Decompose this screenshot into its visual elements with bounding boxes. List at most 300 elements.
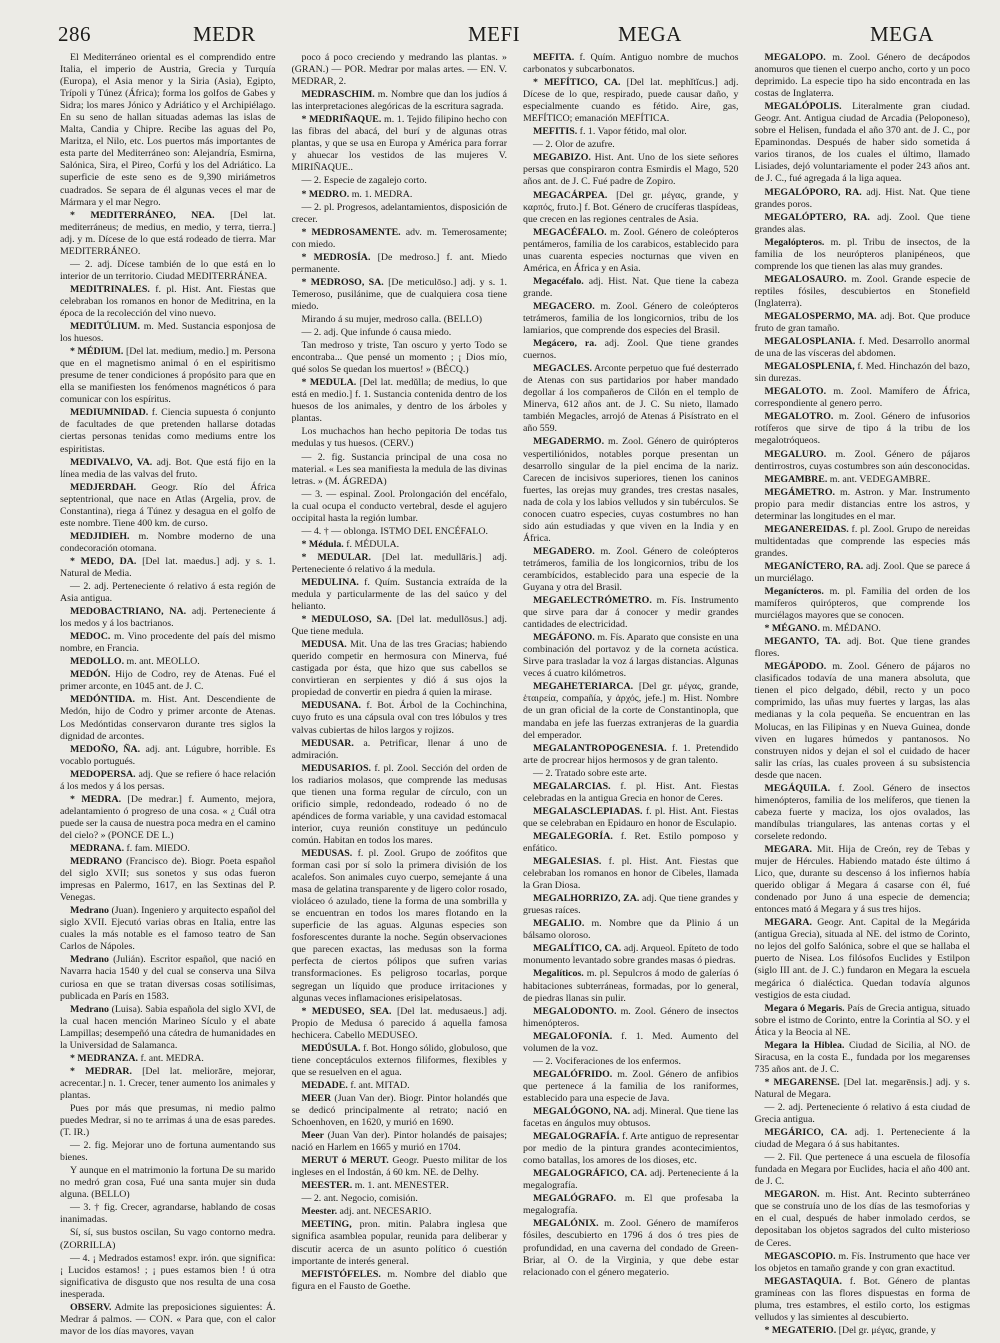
entry-headword: MEDUSANA. xyxy=(301,700,362,712)
entry-headword: MEGACÉFALO. xyxy=(533,226,607,238)
dictionary-entry xyxy=(292,738,508,762)
entry-text: a. Petrificar, llenar á uno de admiración. xyxy=(291,737,507,761)
entry-headword: MEDOLLO. xyxy=(70,656,125,668)
dictionary-entry xyxy=(60,1103,276,1139)
entry-headword: * MEDO, DA. xyxy=(70,555,137,567)
entry-text: m. ant. MEOLLO. xyxy=(126,656,200,668)
entry-text: f. Bot. Árbol de la Cochinchina, cuyo fruto es una cápsula oval con tres lóbulos y tres valvas cubiertas de hilos largos y rojizos. xyxy=(291,700,507,736)
entry-headword: MEGANTO, TA. xyxy=(764,636,841,648)
dictionary-entry xyxy=(755,561,971,585)
entry-text: m. Astron. y Mar. Instrumento propio para medir distancias entre los astros, y determinar las longitudes en el mar. xyxy=(754,486,970,522)
dictionary-entry xyxy=(60,1202,276,1226)
entry-headword: MEGALOSPERMO, MA. xyxy=(764,310,877,322)
column-2 xyxy=(292,52,508,1335)
dictionary-entry xyxy=(523,52,739,76)
entry-headword: * MEDULOSO, SA. xyxy=(301,614,392,626)
dictionary-entry xyxy=(755,1152,971,1188)
dictionary-entry xyxy=(60,1066,276,1102)
entry-text: m. Zool. Mamífero de África, correspondiente al genero perro. xyxy=(754,386,970,410)
dictionary-entry xyxy=(523,139,739,151)
guide-word: MEDR xyxy=(193,22,256,46)
dictionary-entry xyxy=(292,327,508,339)
entry-text: (Juan). Ingeniero y arquitecto español del siglo XVII. Ejecutó varias obras en Italia, entre las cuales la más notable es el famoso teatro de San Carlos de Nápoles. xyxy=(60,905,276,953)
entry-text: m. MÉDANO. xyxy=(822,623,881,635)
entry-text: El Mediterráneo oriental es el comprendido entre Italia, el imperio de Austria, Grecia y Turquía (Europa), el Asia menor y la Siria (Asia), Egipto, Trípoli y Túnez (África); forma los golfos de Gabes y Sidra; los mares Jónico y Adriático y el Archipiélago. En su seno de hallan situadas ademas las islas de Malta, Candia y Chipre. Recibe las aguas del Po, Maritza, el Nilo, etc. Los puertos más importantes de esta parte del Mediterráneo son: Alejandría, Esmirna, Salónica, Sira, el Pireo, Corfú y los del Adriático. La superficie de este seno es de 9,390 miriámetros cuadrados. Se separa de él algunas veces el mar de Mármara y el mar Negro. xyxy=(60,52,276,208)
guide-word: MEGA xyxy=(618,22,682,46)
entry-headword: MEDOPERSA. xyxy=(70,768,136,780)
dictionary-entry xyxy=(523,1069,739,1105)
entry-headword: MEGALARCIAS. xyxy=(533,780,611,792)
dictionary-entry xyxy=(292,89,508,113)
entry-text: adj. 1. Perteneciente á la ciudad de Megara ó á sus habitantes. xyxy=(754,1127,970,1151)
dictionary-entry xyxy=(523,190,739,226)
entry-text: Hist. Ant. Uno de los siete señores persas que conspiraron contra Esmirdis el Mago, 520 años ant. de J. C. Fué padre de Zopiro. xyxy=(523,152,739,188)
entry-text: adj. Hist. Nat. Que tiene la cabeza grande. xyxy=(523,275,739,299)
dictionary-entry xyxy=(292,340,508,376)
entry-headword: Meer xyxy=(301,1130,324,1142)
entry-headword: Megara ó Megaris. xyxy=(764,1002,845,1014)
entry-text: Literalmente gran ciudad. Geogr. Ant. Antigua ciudad de Arcadia (Peloponeso), sobre el Helisen, fundada el año 370 ant. de J. C., por Epaminondas. Después de haber sido sometida á varios tiranos, de los cuales el último, llamado Lisiades, dejó voluntariamente el poder 243 años ant. de J. C., fué agregada á la liga aquea. xyxy=(754,101,970,185)
dictionary-entry xyxy=(292,1080,508,1092)
entry-text: (Luisa). Sabia española del siglo XVI, de la cual hacen mención Marineo Sículo y el abate Lampillas; desempeñó una cátedra de humanidades en la Universidad de Salamanca. xyxy=(60,1003,276,1051)
entry-headword: * MEGATERIO. xyxy=(764,1324,837,1335)
dictionary-entry xyxy=(523,1168,739,1192)
dictionary-entry xyxy=(292,52,508,88)
entry-text: m. Zool. Género de decápodos anomuros que tienen el cuerpo ancho, corto y un poco deprimido. La especie tipo ha sido encontrada en las costas de Inglaterra. xyxy=(754,52,970,100)
entry-headword: MEGANEREIDAS. xyxy=(764,523,849,535)
entry-headword: MEGALÓFRIDO. xyxy=(533,1068,613,1080)
dictionary-entry xyxy=(523,943,739,967)
entry-text: — 2. Vociferaciones de los enfermos. xyxy=(533,1055,681,1067)
dictionary-entry xyxy=(755,487,971,523)
entry-headword: MERUT ó MERUT. xyxy=(301,1155,389,1167)
dictionary-entry xyxy=(523,781,739,805)
entry-text: adj. Perteneciente á los medos y á los bactrianos. xyxy=(60,606,276,630)
entry-headword: MEGASTAQUIA. xyxy=(764,1275,842,1287)
entry-text: f. fam. MIEDO. xyxy=(126,843,190,854)
dictionary-entry xyxy=(523,918,739,942)
entry-text: m. pl. Familia del orden de los mamíferos quirópteros, que comprende los murciélagos mayores que se conocen. xyxy=(754,586,970,622)
entry-headword: * MEDRIÑAQUE. xyxy=(301,114,382,126)
dictionary-entry xyxy=(292,639,508,699)
dictionary-entry xyxy=(292,1180,508,1192)
dictionary-entry xyxy=(523,968,739,1004)
dictionary-entry xyxy=(292,1269,508,1293)
entry-headword: MEDUSARIOS. xyxy=(301,762,371,774)
dictionary-entry xyxy=(755,661,971,781)
dictionary-entry xyxy=(60,52,276,209)
entry-headword: MEGALANTROPOGENESIA. xyxy=(533,742,667,754)
entry-text: m. 1. MEDRA. xyxy=(351,188,413,200)
dictionary-entry xyxy=(60,843,276,855)
entry-text: m. Nombre moderno de una condecoración otomana. xyxy=(60,530,276,554)
entry-text: — 2. Fil. Que pertenece á una escuela de filosofía fundada en Megara por Euclides, hacia el año 400 ant. de J. C. xyxy=(754,1152,970,1188)
entry-text: [Del lat. megarēnsis.] adj. y s. Natural de Megara. xyxy=(754,1076,970,1100)
entry-headword: * MÉGANO. xyxy=(764,623,820,635)
dictionary-entry xyxy=(755,101,971,185)
entry-text: m. Zool. Género de insectos himenópteros. xyxy=(523,1005,739,1029)
entry-text: m. Zool. Género de coleópteros tetrámeros, familia de los longicornios, tribu de los lamiarios, que comprende dos especies del Brasil. xyxy=(523,300,739,337)
dictionary-entry xyxy=(523,1218,739,1278)
entry-headword: MEESTER. xyxy=(301,1180,353,1192)
dictionary-entry xyxy=(292,227,508,251)
entry-text: f. pl. Zool. Grupo de nereidas multidentadas que comprende las especies más grandes. xyxy=(754,523,970,559)
entry-headword: MEGALÓPTERO, RA. xyxy=(764,211,870,223)
dictionary-entry xyxy=(60,321,276,345)
entry-text: m. Zool. Género de pájaros dentirrostros, cuyas costumbres son aún desconocidas. xyxy=(754,448,970,472)
entry-headword: MEGAMBRE. xyxy=(764,473,828,485)
entry-text: — 2. fig. Sustancia principal de una cosa no material. « Les sea manifiesta la medula de las divinas letras. » (M. ÁGREDA) xyxy=(291,451,507,487)
dictionary-entry xyxy=(523,301,739,337)
entry-text: [De medroso.] f. ant. Miedo permanente. xyxy=(291,251,507,275)
entry-headword: MEGALOTO. xyxy=(764,386,827,398)
dictionary-entry xyxy=(755,411,971,447)
entry-headword: MEDADE. xyxy=(301,1079,348,1091)
entry-text: [Del lat. mephĭtĭcus.] adj. Dícese de lo que, respirado, puede causar daño, y especialmente cuando es fétido. Aire, gas, MEFÍTICO; emanación MEFÍTICA. xyxy=(523,77,739,125)
entry-text: f. Quím. Antiguo nombre de muchos carbonatos y subcarbonatos. xyxy=(523,52,739,76)
dictionary-entry xyxy=(755,1003,971,1039)
dictionary-entry xyxy=(60,794,276,842)
column-1 xyxy=(60,52,276,1335)
entry-headword: MEDUSAS. xyxy=(301,848,353,859)
entry-text: f. Med. Desarrollo anormal de una de las vísceras del abdomen. xyxy=(754,336,970,360)
entry-text: f. pl. Hist. Ant. Fiestas celebradas en la antigua Grecia en honor de Ceres. xyxy=(523,780,739,804)
dictionary-entry xyxy=(523,1193,739,1217)
entry-headword: MEDOBACTRIANO, NA. xyxy=(70,606,187,618)
entry-text: — 4. † — oblonga. ISTMO DEL ENCÉFALO. xyxy=(301,525,489,537)
dictionary-entry xyxy=(60,1253,276,1301)
entry-headword: MEGALÓGONO, NA. xyxy=(533,1105,631,1117)
dictionary-entry xyxy=(60,407,276,455)
dictionary-entry xyxy=(755,623,971,635)
dictionary-entry xyxy=(60,346,276,406)
entry-headword: MEFITA. xyxy=(533,52,575,63)
entry-text: adj. Perteneciente á la megalografía. xyxy=(523,1168,739,1192)
dictionary-entry xyxy=(292,252,508,276)
entry-headword: * MEGARENSE. xyxy=(764,1076,840,1088)
dictionary-entry xyxy=(60,606,276,630)
entry-text: [De meticulōso.] adj. y s. 1. Temeroso, pusilánime, que de cualquiera cosa tiene miedo. xyxy=(291,276,507,312)
entry-text: [Del lat. medusaeus.] adj. Propio de Medusa ó parecido á aquella famosa hechicera. Cabello MEDUSEO. xyxy=(291,1005,507,1041)
dictionary-entry xyxy=(523,893,739,917)
entry-headword: * Médula. xyxy=(301,538,344,550)
entry-text: m. Nombre del diablo que figura en el Fausto de Goethe. xyxy=(291,1268,507,1292)
entry-headword: MEGALÍTICO, CA. xyxy=(533,943,622,955)
entry-headword: MEGACERO. xyxy=(533,300,595,312)
dictionary-entry xyxy=(755,361,971,385)
entry-headword: MEGALOPO. xyxy=(764,52,826,63)
entry-text: [Del lat. medium, medio.] m. Persona que en el magnetismo animal ó en el espiritismo presume de tener condiciones á propósito para que en ella se manifiesten los fenómenos magnéticos ó para comunicar con los espíritus. xyxy=(60,346,276,406)
dictionary-entry xyxy=(523,768,739,780)
column-4 xyxy=(755,52,971,1335)
dictionary-entry xyxy=(292,314,508,326)
entry-text: f. 1. Vapor fétido, mal olor. xyxy=(579,126,687,138)
dictionary-entry xyxy=(292,552,508,576)
entry-headword: * MEDROSÍA. xyxy=(301,251,371,263)
dictionary-entry xyxy=(292,489,508,525)
entry-text: Ciudad de Sicilia, al NO. de Siracusa, en la costa E., fundada por los megarenses 735 años ant. de J. C. xyxy=(754,1039,970,1075)
dictionary-entry xyxy=(292,1043,508,1079)
entry-text: Mit. Hija de Creón, rey de Tebas y mujer de Hércules. Habiendo matado éste último á Lico, que, durante su descenso á los infiernos había querido obligar á Megara á casarse con él, fué condenado por Juno á una especie de demencia; entonces mató á Megara y á sus tres hijos. xyxy=(754,844,970,916)
entry-text: — 2. adj. Perteneciente ó relativo á esta región de Asia antigua. xyxy=(60,581,276,605)
dictionary-entry xyxy=(60,856,276,904)
entry-headword: MEGALOTRO. xyxy=(764,411,834,423)
entry-headword: MEDUSA. xyxy=(301,639,347,651)
entry-text: f. Ret. Estilo pomposo y enfático. xyxy=(523,830,739,854)
entry-text: adj. Zool. Que tiene grandes cuernos. xyxy=(523,338,739,362)
dictionary-entry xyxy=(755,783,971,843)
dictionary-entry xyxy=(60,694,276,742)
entry-headword: * MEDUSEO, SEA. xyxy=(301,1005,392,1017)
dictionary-entry xyxy=(292,577,508,613)
entry-text: m. Nombre que da Plinio á un bálsamo oloroso. xyxy=(523,918,739,942)
entry-text: f. pl. Zool. Sección del orden de los radiarios molasos, que comprende las medusas que tienen una forma regular de círculo, con un orificio simple, redondeado, rodeado ó no de apéndices de forma variable, y una cavidad estomacal interior, cuya reunión constituye un pedúnculo común. Habitan en todos los mares. xyxy=(291,762,507,846)
dictionary-entry xyxy=(292,189,508,201)
entry-headword: Megacéfalo. xyxy=(533,275,584,287)
entry-text: Pues por más que presumas, ni medio palmo puedes Medrar, si no te arrimas á una de esas paredes. (T. IR.) xyxy=(60,1102,276,1139)
column-3 xyxy=(523,52,739,1335)
entry-headword: MEETING, xyxy=(301,1219,352,1231)
entry-headword: MEDÓN. xyxy=(70,669,111,681)
entry-headword: MEGANÍCTERO, RA. xyxy=(764,560,864,572)
entry-headword: Megalíticos. xyxy=(533,968,584,980)
entry-headword: Medrano xyxy=(70,954,109,966)
entry-text: — 2. ant. Negocio, comisión. xyxy=(301,1193,418,1205)
entry-headword: * MEDULA. xyxy=(301,377,357,389)
entry-headword: MEDIUMNIDAD. xyxy=(70,407,149,419)
entry-text: m. Zool. Género de infusorios rotíferos que sirve de tipo á la tribu de los megalotróqueos. xyxy=(754,411,970,447)
entry-text: f. Quím. Sustancia extraída de la medula y particularmente de las del saúco y del helianto. xyxy=(291,576,507,613)
dictionary-entry xyxy=(755,1077,971,1101)
entry-headword: MEGASCOPIO. xyxy=(764,1250,836,1262)
entry-text: — 4. ¡ Medrados estamos! expr. irón. que significa: ¡ Lucidos estamos! ; ¡ pues estamos bien ! ú otra significativa de disgusto que nos resulta de una cosa inesperada. xyxy=(60,1252,276,1300)
entry-text: f. Zool. Género de insectos himenópteros, familia de los melíferos, que tienen la cabeza fuerte y maciza, los ojos ovalados, las mandíbulas triangulares, las antenas cortas y el corselete redondo. xyxy=(754,782,970,842)
dictionary-entry xyxy=(292,452,508,488)
entry-headword: MEGARA. xyxy=(764,917,812,929)
entry-text: f. MÉDULA. xyxy=(346,538,400,550)
entry-text: adj. Bot. Que produce fruto de gran tamaño. xyxy=(754,310,970,335)
dictionary-entry xyxy=(755,1127,971,1151)
entry-headword: MEGARON. xyxy=(764,1189,820,1201)
entry-headword: Meganícteros. xyxy=(764,586,824,598)
entry-headword: MEGALÓNIX. xyxy=(533,1218,599,1230)
entry-text: — 2. pl. Progresos, adelantamientos, disposición de crecer. xyxy=(291,201,507,225)
dictionary-entry xyxy=(755,187,971,211)
dictionary-entry xyxy=(292,1006,508,1042)
dictionary-entry xyxy=(523,126,739,138)
dictionary-entry xyxy=(60,1053,276,1065)
entry-headword: * MEDRO. xyxy=(301,188,350,200)
dictionary-entry xyxy=(60,769,276,793)
entry-text: Hijo de Codro, rey de Atenas. Fué el primer arconte, en 1045 ant. de J. C. xyxy=(60,669,276,693)
dictionary-entry xyxy=(60,1165,276,1201)
dictionary-entry xyxy=(60,1004,276,1052)
entry-text: adj. ant. NECESARIO. xyxy=(339,1206,432,1218)
dictionary-entry xyxy=(60,1140,276,1164)
entry-text: f. ant. MITAD. xyxy=(350,1079,410,1091)
entry-text: [Del gr. μέγας, grande, y καρπός, fruto.] f. Bot. Género de crucíferas tlaspídeas, que crecen en las regiones centrales de Asia. xyxy=(523,189,739,225)
dictionary-entry xyxy=(60,284,276,320)
entry-headword: OBSERV. xyxy=(70,1301,112,1313)
entry-text: [Del gr. μέγας, grande, y xyxy=(838,1324,936,1335)
entry-text: adj. Arqueol. Epíteto de todo monumento levantado sobre grandes masas ó piedras. xyxy=(523,943,739,967)
entry-text: m. Zool. Género de coleópteros tetrámeros, familia de los longicornios, tribu de los cerambícidos, establecido para una especie de la Guyana y otra del Brasil. xyxy=(523,545,739,594)
entry-headword: MEGALOGRAFÍA. xyxy=(533,1131,620,1143)
dictionary-entry xyxy=(523,338,739,362)
entry-headword: MEGÁMETRO. xyxy=(764,486,835,498)
entry-text: f. Arte antiguo de representar por medio de la pintura grandes acontecimientos, como batallas, los amores de los dioses, etc. xyxy=(523,1131,739,1167)
entry-headword: Megara la Hiblea. xyxy=(764,1039,845,1051)
entry-headword: MEDITRINALES. xyxy=(70,283,150,295)
dictionary-entry xyxy=(523,152,739,188)
dictionary-entry xyxy=(523,831,739,855)
entry-headword: MEGABIZO. xyxy=(533,152,591,164)
entry-text: m. pl. Tribu de insectos, de la familia de los neurópteros planipéneos, que comprende los que tienen las alas muy grandes. xyxy=(754,236,970,272)
entry-text: adj. Zool. Que tiene grandes alas. xyxy=(754,211,970,235)
dictionary-entry xyxy=(292,175,508,187)
entry-headword: Medrano xyxy=(70,905,109,917)
dictionary-entry xyxy=(755,386,971,410)
entry-text: Admite las preposiciones siguientes: Á. Medrar á palmos. — CON. « Para que, con el calor mayor de los días mayores, vayan xyxy=(60,1301,276,1335)
entry-headword: * MEFÍTICO, CA. xyxy=(533,77,621,89)
entry-headword: * MEDRA. xyxy=(70,793,122,805)
entry-text: adv. m. Temerosamente; con miedo. xyxy=(291,226,507,250)
dictionary-entry xyxy=(755,1251,971,1275)
entry-text: f. ant. MEDRA. xyxy=(140,1052,204,1064)
dictionary-entry xyxy=(60,669,276,693)
dictionary-entry xyxy=(523,681,739,741)
entry-text: adj. Bot. Que tiene grandes flores. xyxy=(754,636,970,660)
dictionary-entry xyxy=(755,449,971,473)
entry-headword: MEDÚSULA. xyxy=(301,1042,361,1054)
dictionary-entry xyxy=(60,1227,276,1251)
dictionary-entry xyxy=(755,311,971,335)
dictionary-entry xyxy=(292,1206,508,1218)
dictionary-entry xyxy=(60,656,276,668)
entry-text: pron. mitin. Palabra inglesa que significa asamblea popular, reunida para deliberar y discutir acerca de un asunto político ó cuestión importante de interés general. xyxy=(291,1219,507,1267)
entry-text: — 2. adj. Que infunde ó causa miedo. xyxy=(301,327,452,339)
entry-text: m. 1. ant. MENESTER. xyxy=(354,1180,449,1192)
entry-text: [Del gr. μέγας, grande, ἑταιρεία, compañía, y ἀρχός, jefe.] m. Hist. Nombre de un gran oficial de la corte de Constantinopla, que mandaba en jefe las fuerzas extranjeras de la guardia del emperador. xyxy=(523,681,739,741)
entry-headword: MEGALASCLEPIADAS. xyxy=(533,805,643,817)
dictionary-entry xyxy=(60,259,276,283)
entry-headword: MEDRANA. xyxy=(70,843,125,854)
entry-headword: * MEDRANZA. xyxy=(70,1052,139,1064)
text-columns xyxy=(60,52,970,1335)
entry-text: Mit. Una de las tres Gracias; habiendo querido competir en hermosura con Minerva, fué castigada por ésta, que hizo que sus cabellos se convirtieran en serpientes y dió á sus ojos la propiedad de convertir en piedra á quien la mirase. xyxy=(291,639,507,699)
entry-text: f. Bot. Hongo sólido, globuloso, que tiene conceptáculos externos filiformes, flexibles y que se resuelven en el agua. xyxy=(291,1042,507,1078)
entry-headword: * MEDITERRÁNEO, NEA. xyxy=(70,209,215,221)
entry-headword: Meester. xyxy=(301,1206,338,1218)
entry-text: m. Fís. Instrumento que sirve para dar á conocer y medir grandes cantidades de electricidad. xyxy=(523,595,739,631)
entry-headword: MEGALOGRÁFICO, CA. xyxy=(533,1168,647,1180)
entry-headword: Megalópteros. xyxy=(764,236,825,248)
entry-text: [Del lat. mediterráneus; de medius, en medio, y terra, tierra.] adj. y m. Dícese de lo que está rodeado de tierra. Mar MEDITERRÁNEO. xyxy=(60,209,276,257)
dictionary-entry xyxy=(60,581,276,605)
dictionary-entry xyxy=(755,1276,971,1324)
dictionary-entry xyxy=(755,1189,971,1249)
dictionary-entry xyxy=(60,457,276,481)
entry-headword: MEGALESIAS. xyxy=(533,856,602,868)
entry-text: adj. Hist. Nat. Que tiene grandes poros. xyxy=(754,186,970,210)
entry-headword: MEGALEGORÍA. xyxy=(533,830,613,842)
entry-text: m. Zool. Género de coleópteros pentámeros, familia de los carabicos, establecido para unas cuarenta especies nocturnas que viven en América, en África y en Asia. xyxy=(523,226,739,274)
dictionary-entry xyxy=(755,237,971,273)
entry-text: Mirando á su mujer, medroso calla. (BELLO) xyxy=(301,313,483,325)
dictionary-entry xyxy=(292,1093,508,1129)
entry-text: m. 1. Tejido filipino hecho con las fibras del abacá, del burí y de algunas otras plantas, y que se usa en Europa y América para forrar y ahuecar los vestidos de las mujeres V. MIRIÑAQUE.. xyxy=(291,114,507,174)
entry-headword: MEDOC. xyxy=(70,631,111,643)
dictionary-entry xyxy=(755,52,971,100)
dictionary-entry xyxy=(755,524,971,560)
entry-text: adj. Que tiene grandes y gruesas raíces. xyxy=(523,893,739,917)
dictionary-entry xyxy=(755,212,971,236)
entry-headword: MEGACÁRPEA. xyxy=(533,189,608,201)
entry-text: [Del lat. medŭlla; de medius, lo que está en medio.] f. 1. Sustancia contenida dentro de los huesos de los animales, y dentro de los árboles y plantas. xyxy=(291,377,507,425)
dictionary-entry xyxy=(292,377,508,425)
entry-text: f. Ciencia supuesta ó conjunto de facultades de que pretenden hallarse dotadas ciertas personas tenidas como mediums entre los espiritistas. xyxy=(60,407,276,455)
entry-text: — 3. — espinal. Zool. Prolongación del encéfalo, la cual ocupa el conducto vertebral, desde el agujero occipital hasta la región lumbar. xyxy=(291,488,507,524)
dictionary-entry xyxy=(292,526,508,538)
entry-text: m. Zool. Género de mamíferos fósiles, descubierto en 1796 á dos ó tres pies de profundidad, en una caverna del condado de Green-Briar, al O. de la Virginia, y que debe estar relacionado con el género megaterio. xyxy=(523,1218,739,1278)
entry-text: [De medrar.] f. Aumento, mejora, adelantamiento ó progreso de una cosa. « ¿ Cuál otra puede ser la causa de nuestra poca medra en el camino del cielo? » (PONCE DE L.) xyxy=(60,793,276,841)
entry-text: m. ant. VEDEGAMBRE. xyxy=(829,473,931,485)
entry-text: — 2. Olor de azufre. xyxy=(533,139,615,151)
entry-text: m. El que profesaba la megalografía. xyxy=(523,1193,739,1217)
entry-text: [Del lat. medullōsus.] adj. Que tiene medula. xyxy=(291,614,507,638)
dictionary-entry xyxy=(523,1031,739,1055)
dictionary-entry xyxy=(523,1106,739,1130)
entry-headword: MEDULINA. xyxy=(301,576,359,588)
dictionary-entry xyxy=(60,954,276,1002)
entry-headword: MEGALOSPLENIA, xyxy=(764,361,855,373)
dictionary-entry xyxy=(523,363,739,435)
entry-text: (Juan Van der). Biogr. Pintor holandés que se dedicó principalmente al retrato; nació en Schoenhoven, en 1620, y murió en 1690. xyxy=(291,1092,507,1129)
entry-headword: MEGALHORRIZO, ZA. xyxy=(533,893,640,905)
entry-headword: MEGALÓPORO, RA. xyxy=(764,186,862,198)
dictionary-entry xyxy=(60,1302,276,1335)
dictionary-entry xyxy=(60,531,276,555)
entry-headword: MEGÁFONO. xyxy=(533,632,595,644)
dictionary-entry xyxy=(755,1325,971,1335)
entry-headword: MEDJIDIEH. xyxy=(70,530,130,542)
entry-headword: MEGALODONTO. xyxy=(533,1005,617,1017)
entry-headword: MEGALOSPLANIA. xyxy=(764,336,856,348)
entry-headword: MEGADERO. xyxy=(533,545,595,557)
dictionary-entry xyxy=(523,546,739,594)
dictionary-entry xyxy=(523,743,739,767)
dictionary-entry xyxy=(292,202,508,226)
entry-headword: MEFISTÓFELES. xyxy=(301,1268,381,1280)
entry-text: adj. Bot. Que está fijo en la línea media de las valvas del fruto. xyxy=(60,456,276,480)
entry-text: Geogr. Ant. Capital de la Megárida (antigua Grecia), situada al NE. del istmo de Corinto, no lejos del golfo Salónica, sobre el que se hallaba el puerto de Nisea. Los filósofos Euclides y Estilpon (siglo III ant. de J. C.) fundaron en Megara la escuela megárica ó dialéctica. Quedan todavía algunos vestigios de esta ciudad. xyxy=(754,917,970,1001)
entry-text: m. Fís. Aparato que consiste en una combinación del portavoz y de la corneta acústica. Sirve para trasladar la voz á largas distancias. Algunas veces á cuatro kilómetros. xyxy=(523,632,739,680)
dictionary-entry xyxy=(755,844,971,916)
dictionary-entry xyxy=(523,1131,739,1167)
dictionary-entry xyxy=(292,848,508,1005)
entry-headword: MEDÓNTIDA. xyxy=(70,694,136,706)
entry-text: m. Hist. Ant. Recinto subterráneo que se construía uno de los días de las tesmoforias y en el cual, después de haber inmolado cerdos, se depositaban los objetos sagrados del culto misterioso de Ceres. xyxy=(754,1189,970,1249)
guide-word: MEGA xyxy=(870,22,934,46)
entry-text: Los muchachos han hecho pepitoria De todas tus medulas y tus huesos. (CERV.) xyxy=(291,426,507,450)
entry-headword: MEGARA. xyxy=(764,844,812,855)
entry-headword: MEGAELECTRÓMETRO. xyxy=(533,595,652,607)
entry-headword: MEGADERMO. xyxy=(533,436,605,448)
entry-headword: MEGAHETERIARCA. xyxy=(533,681,634,693)
entry-headword: MEGALÓPOLIS. xyxy=(764,101,842,113)
dictionary-entry xyxy=(755,336,971,360)
entry-headword: MEGÁRICO, CA. xyxy=(764,1127,848,1139)
